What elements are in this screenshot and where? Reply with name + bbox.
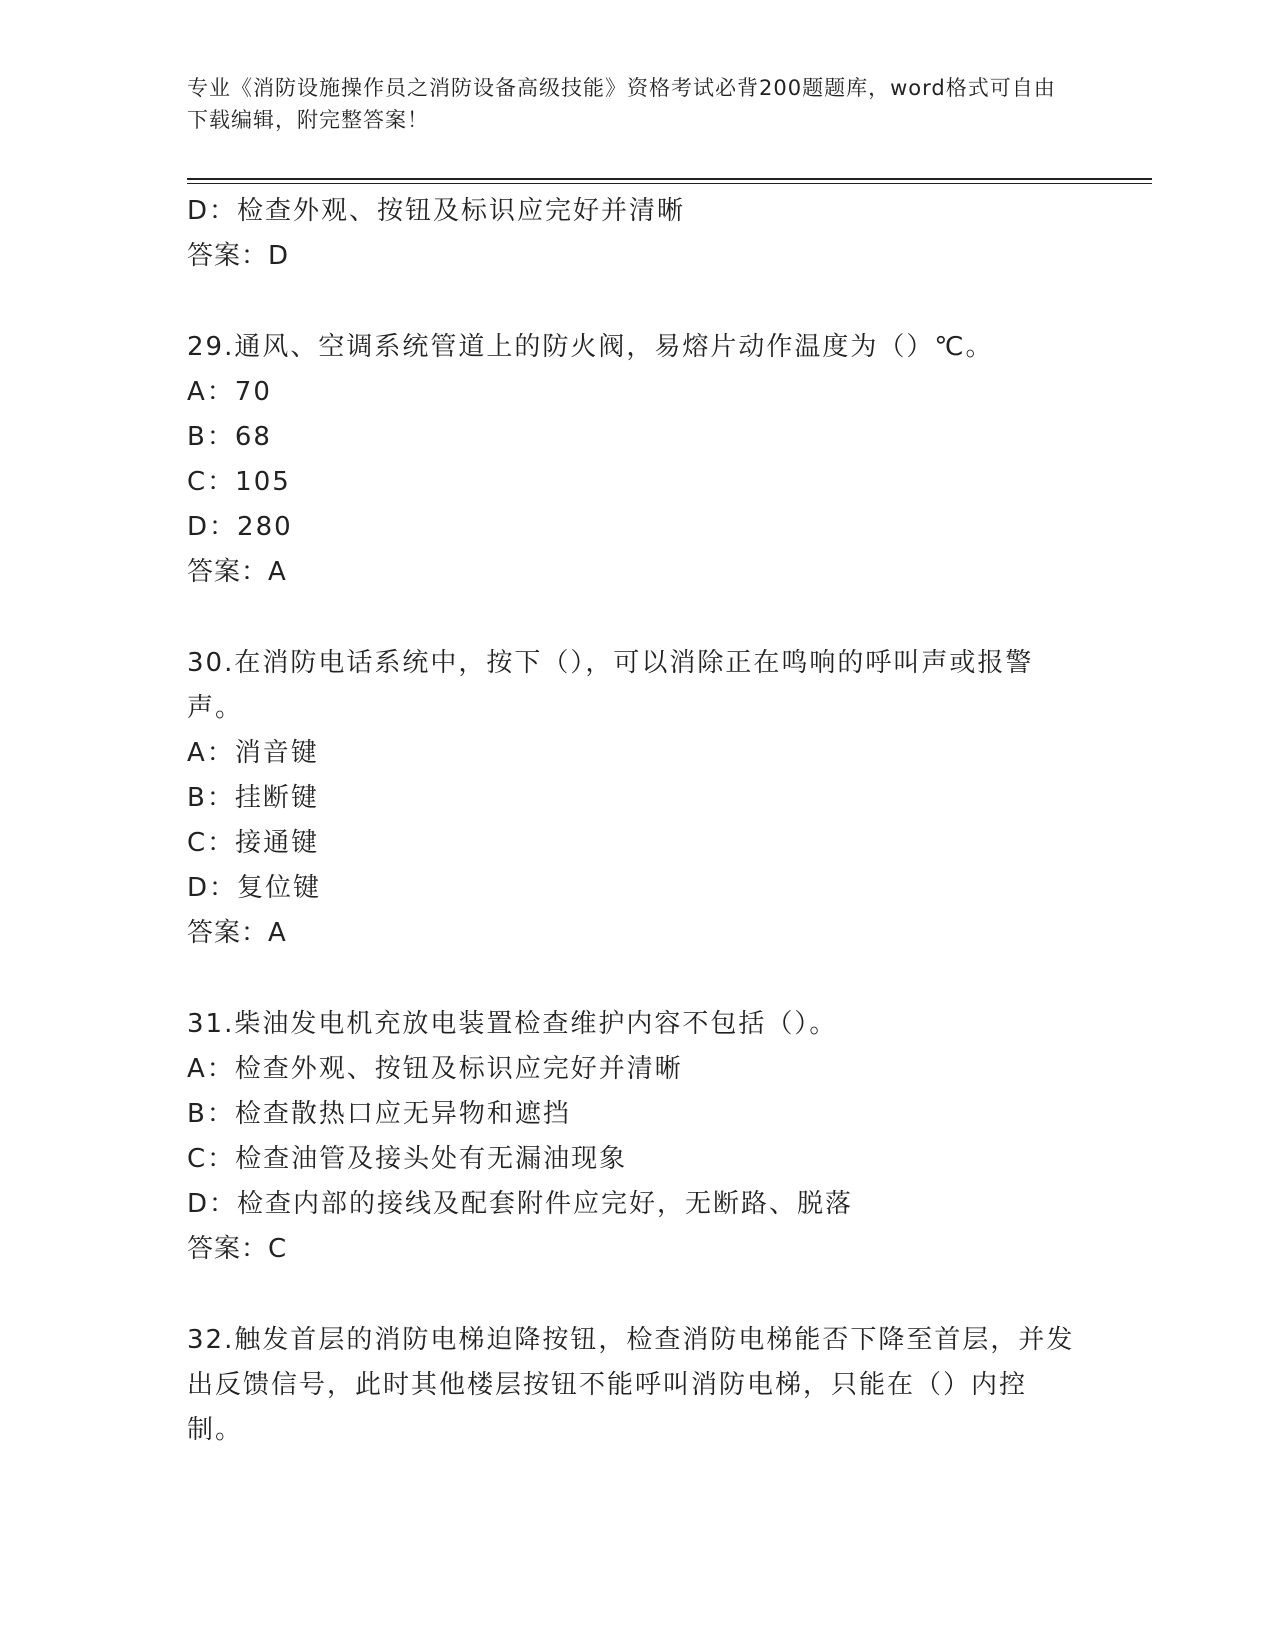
option-c: C：接通键 [187,828,320,858]
option-d: D：检查内部的接线及配套附件应完好，无断路、脱落 [187,1189,854,1219]
question-31 [187,1002,1077,1272]
option-a: A：检查外观、按钮及标识应完好并清晰 [187,1054,683,1084]
header-rule-thick [187,178,1152,180]
answer: 答案：A [187,557,287,587]
option-d: D：检查外观、按钮及标识应完好并清晰 [187,196,686,226]
page-header: 专业《消防设施操作员之消防设备高级技能》资格考试必背200题题库，word格式可自由下载编辑，附完整答案！ [187,76,1056,132]
option-d: D：280 [187,512,293,542]
option-d: D：复位键 [187,873,322,903]
answer: 答案：C [187,1234,288,1264]
question-32 [187,1318,1077,1453]
header-rule-thin [187,183,1152,184]
option-c: C：105 [187,467,291,497]
option-c: C：检查油管及接头处有无漏油现象 [187,1144,628,1174]
question-stem: 31.柴油发电机充放电装置检查维护内容不包括（）。 [187,1009,838,1039]
question-30 [187,641,1077,956]
question-29 [187,325,1077,595]
option-b: B：68 [187,422,272,452]
answer: 答案：A [187,918,287,948]
document-body [187,189,1077,1453]
question-stem: 29.通风、空调系统管道上的防火阀，易熔片动作温度为（）℃。 [187,332,994,362]
option-a: A：70 [187,377,272,407]
option-a: A：消音键 [187,738,319,768]
option-b: B：挂断键 [187,783,319,813]
option-b: B：检查散热口应无异物和遮挡 [187,1099,571,1129]
question-stem: 30.在消防电话系统中，按下（），可以消除正在鸣响的呼叫声或报警声。 [187,648,1034,723]
continued-question [187,189,1077,279]
question-stem: 32.触发首层的消防电梯迫降按钮，检查消防电梯能否下降至首层，并发出反馈信号，此时其他楼层按钮不能呼叫消防电梯，只能在（）内控制。 [187,1325,1075,1445]
answer: 答案：D [187,241,290,271]
